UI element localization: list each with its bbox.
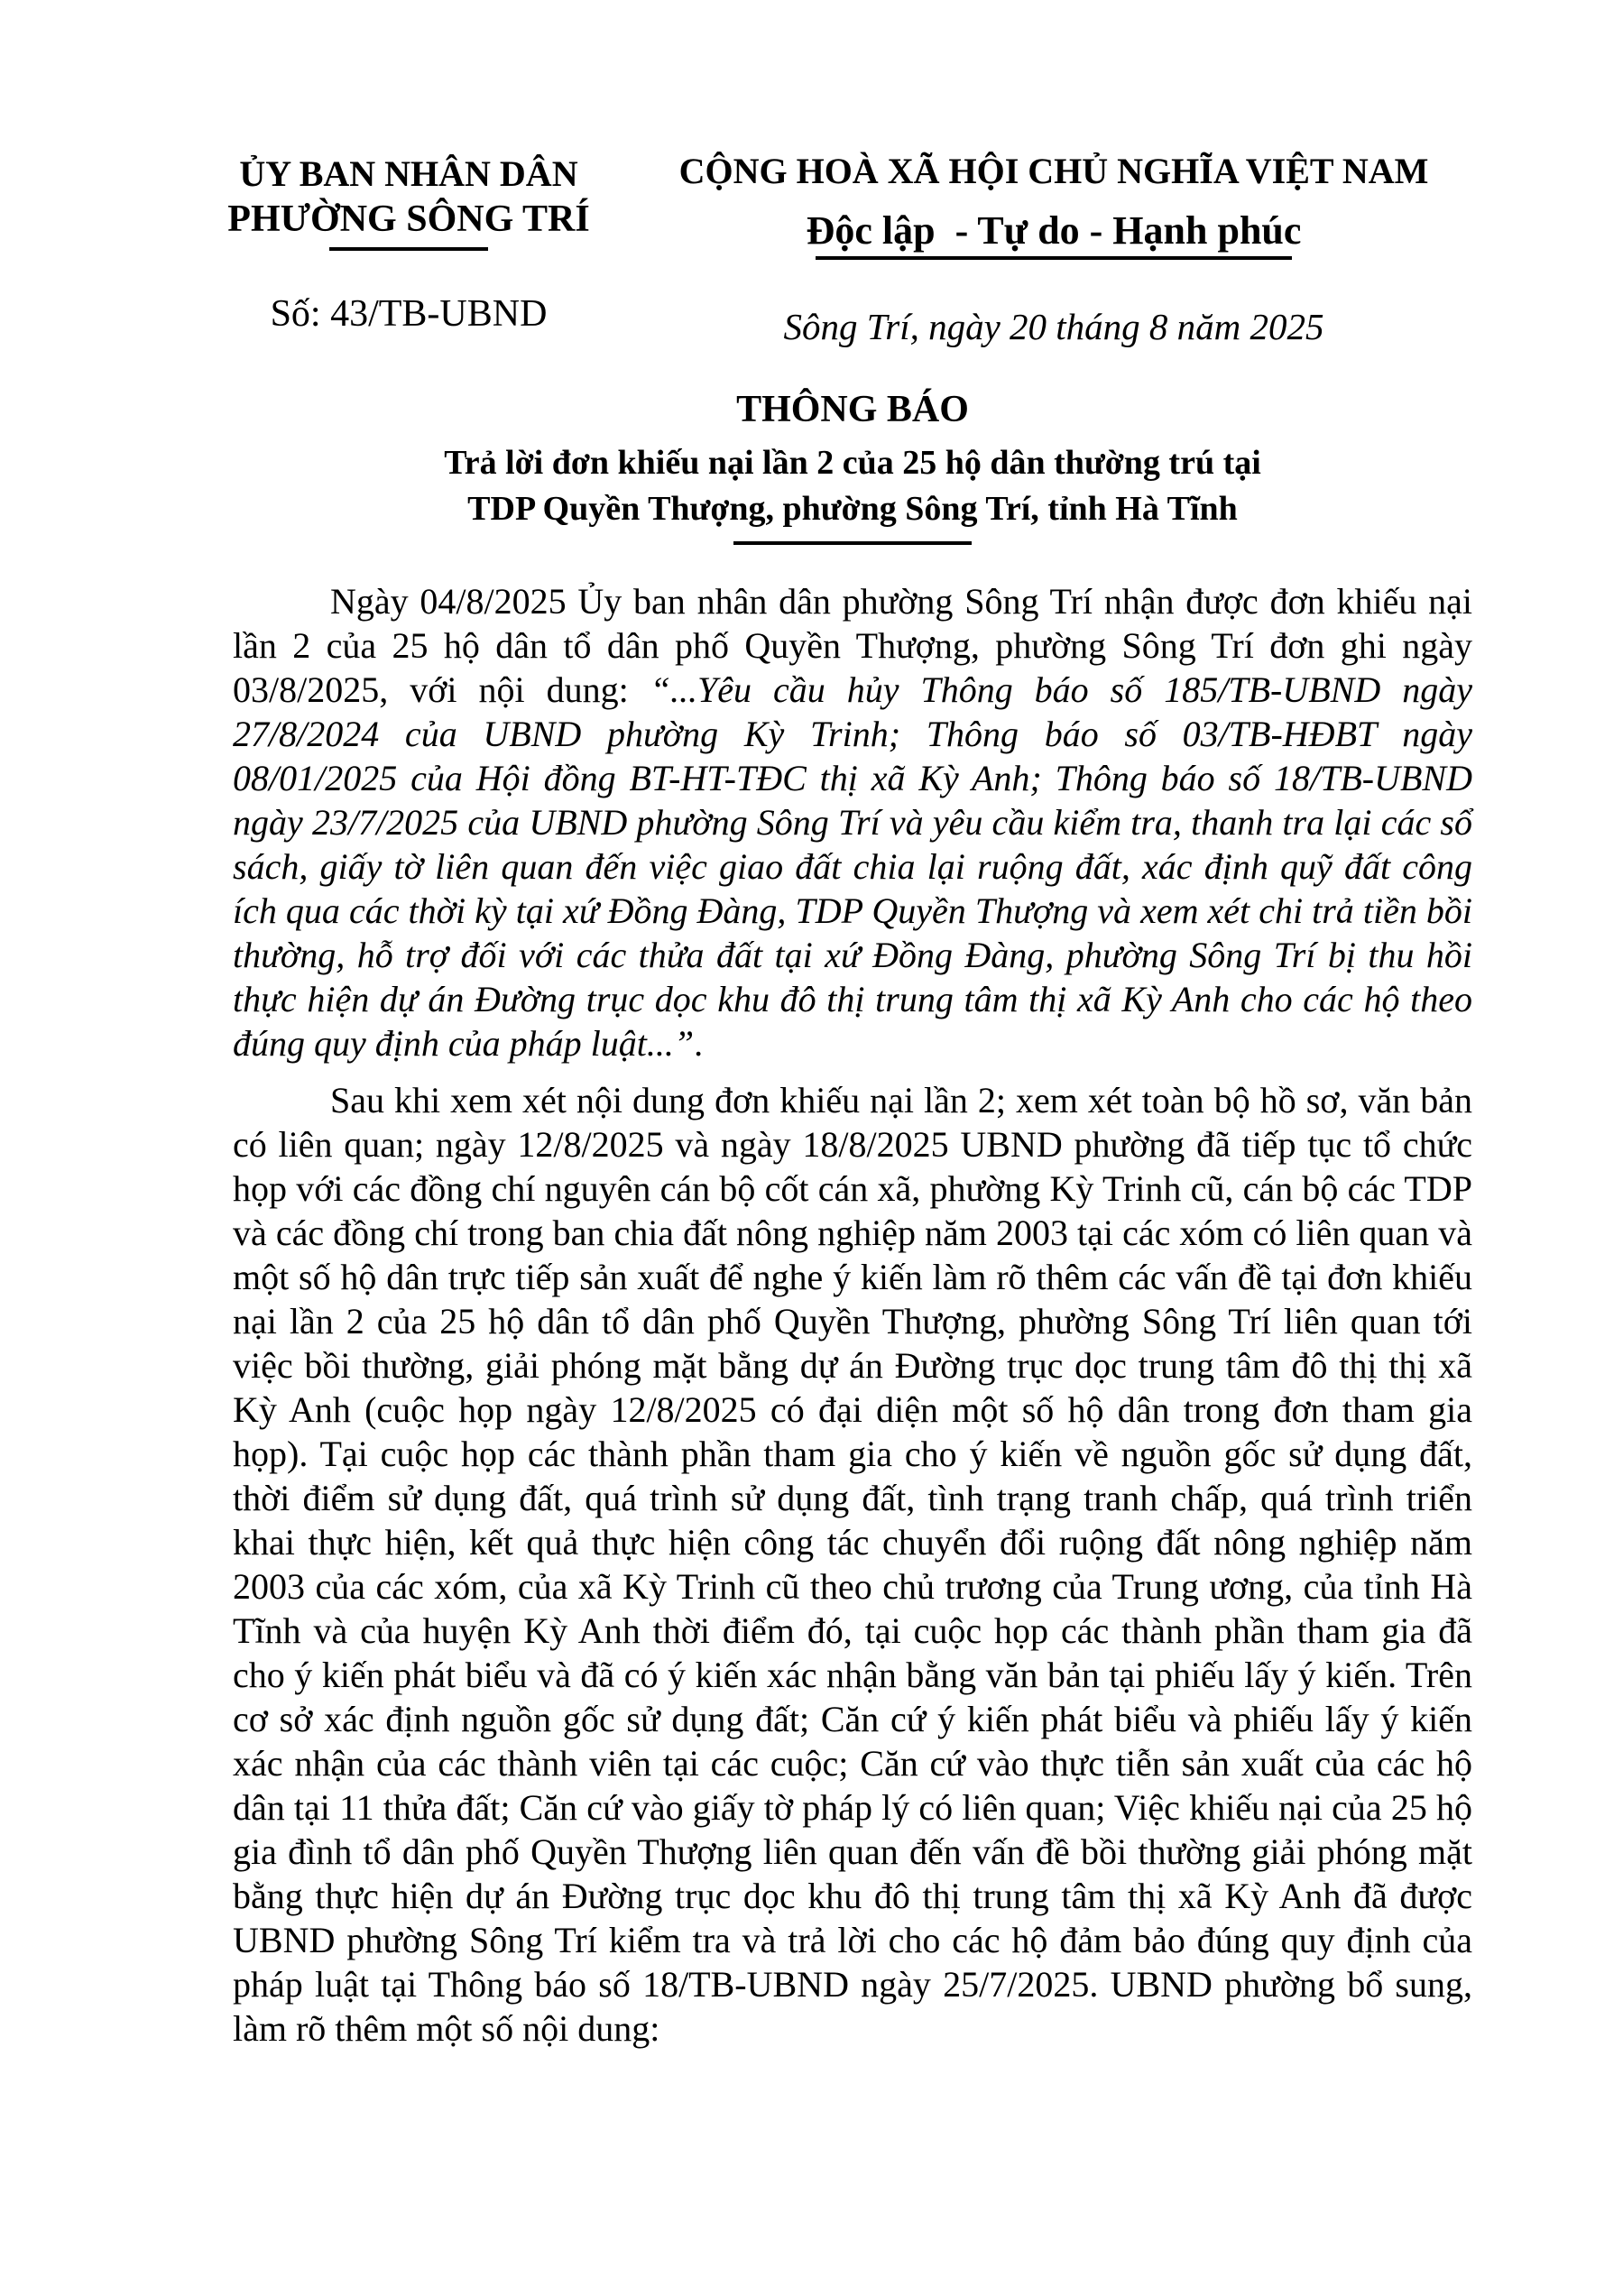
national-title: CỘNG HOÀ XÃ HỘI CHỦ NGHĨA VIỆT NAM (678, 151, 1429, 191)
issuing-authority-unit: PHƯỜNG SÔNG TRÍ (227, 198, 590, 240)
title-underline (733, 541, 972, 545)
paragraph-1-closing: . (694, 1023, 704, 1064)
document-type: THÔNG BÁO (736, 389, 969, 430)
document-body (233, 579, 1472, 2051)
paragraph-1 (233, 579, 1472, 1065)
document-title-line-1: Trả lời đơn khiếu nại lần 2 của 25 hộ dân thường trú tại (444, 444, 1261, 482)
issuing-authority-name: ỦY BAN NHÂN DÂN (239, 153, 578, 194)
place-dateline: Sông Trí, ngày 20 tháng 8 năm 2025 (783, 306, 1324, 347)
title-block (233, 386, 1472, 545)
authority-underline (329, 247, 488, 251)
motto-underline (816, 256, 1292, 260)
issuing-authority-block (206, 152, 612, 336)
document-number: Số: 43/TB-UBND (270, 293, 548, 335)
paragraph-1-quoted-text: “...Yêu cầu hủy Thông báo số 185/TB-UBND ngày 27/8/2024 của UBND phường Kỳ Trinh; Thông báo số 03/TB-HĐBT ngày 08/01/2025 của Hội đồng BT-HT-TĐC thị xã Kỳ Anh; Thông báo số 18/TB-UBND ngày 23/7/2025 của UBND phường Sông Trí và yêu cầu kiểm tra, thanh tra lại các sổ sách, giấy tờ liên quan đến việc giao đất chia lại ruộng đất, xác định quỹ đất công ích qua các thời kỳ tại xứ Đồng Đàng, TDP Quyền Thượng và xem xét chi trả tiền bồi thường, hỗ trợ đối với các thửa đất tại xứ Đồng Đàng, phường Sông Trí bị thu hồi thực hiện dự án Đường trục dọc khu đô thị trung tâm thị xã Kỳ Anh cho các hộ theo đúng quy định của pháp luật...” (233, 669, 1472, 1064)
paragraph-2: Sau khi xem xét nội dung đơn khiếu nại lần 2; xem xét toàn bộ hồ sơ, văn bản có liên quan; ngày 12/8/2025 và ngày 18/8/2025 UBND phường đã tiếp tục tổ chức họp với các đồng chí nguyên cán bộ cốt cán xã, phường Kỳ Trinh cũ, cán bộ các TDP và các đồng chí trong ban chia đất nông nghiệp năm 2003 tại các xóm có liên quan và một số hộ dân trực tiếp sản xuất để nghe ý kiến làm rõ thêm các vấn đề tại đơn khiếu nại lần 2 của 25 hộ dân tổ dân phố Quyền Thượng, phường Sông Trí liên quan tới việc bồi thường, giải phóng mặt bằng dự án Đường trục dọc trung tâm đô thị thị xã Kỳ Anh (cuộc họp ngày 12/8/2025 có đại diện một số hộ dân trong đơn tham gia họp). Tại cuộc họp các thành phần tham gia cho ý kiến về nguồn gốc sử dụng đất, thời điểm sử dụng đất, quá trình sử dụng đất, tình trạng tranh chấp, quá trình triển khai thực hiện, kết quả thực hiện công tác chuyển đổi ruộng đất nông nghiệp năm 2003 của các xóm, của xã Kỳ Trinh cũ theo chủ trương của Trung ương, của tỉnh Hà Tĩnh và của huyện Kỳ Anh thời điểm đó, tại cuộc họp các thành phần tham gia đã cho ý kiến phát biểu và đã có ý kiến xác nhận bằng văn bản tại phiếu lấy ý kiến. Trên cơ sở xác định nguồn gốc sử dụng đất; Căn cứ ý kiến phát biểu và phiếu lấy ý kiến xác nhận của các thành viên tại các cuộc; Căn cứ vào thực tiễn sản xuất của các hộ dân tại 11 thửa đất; Căn cứ vào giấy tờ pháp lý có liên quan; Việc khiếu nại của 25 hộ gia đình tổ dân phố Quyền Thượng liên quan đến vấn đề bồi thường giải phóng mặt bằng thực hiện dự án Đường trục dọc khu đô thị trung tâm thị xã Kỳ Anh đã được UBND phường Sông Trí kiểm tra và trả lời cho các hộ đảm bảo đúng quy định của pháp luật tại Thông báo số 18/TB-UBND ngày 25/7/2025. UBND phường bổ sung, làm rõ thêm một số nội dung: (233, 1080, 1472, 2049)
document-title-line-2: TDP Quyền Thượng, phường Sông Trí, tỉnh Hà Tĩnh (467, 490, 1238, 528)
national-motto: Độc lập - Tự do - Hạnh phúc (806, 208, 1302, 253)
paragraph-1-intro: Ngày 04/8/2025 Ủy ban nhân dân phường Sông Trí nhận được đơn khiếu nại lần 2 của 25 hộ dân tổ dân phố Quyền Thượng, phường Sông Trí đơn ghi ngày 03/8/2025, với nội dung: (233, 581, 1472, 710)
national-header-block (634, 150, 1473, 348)
